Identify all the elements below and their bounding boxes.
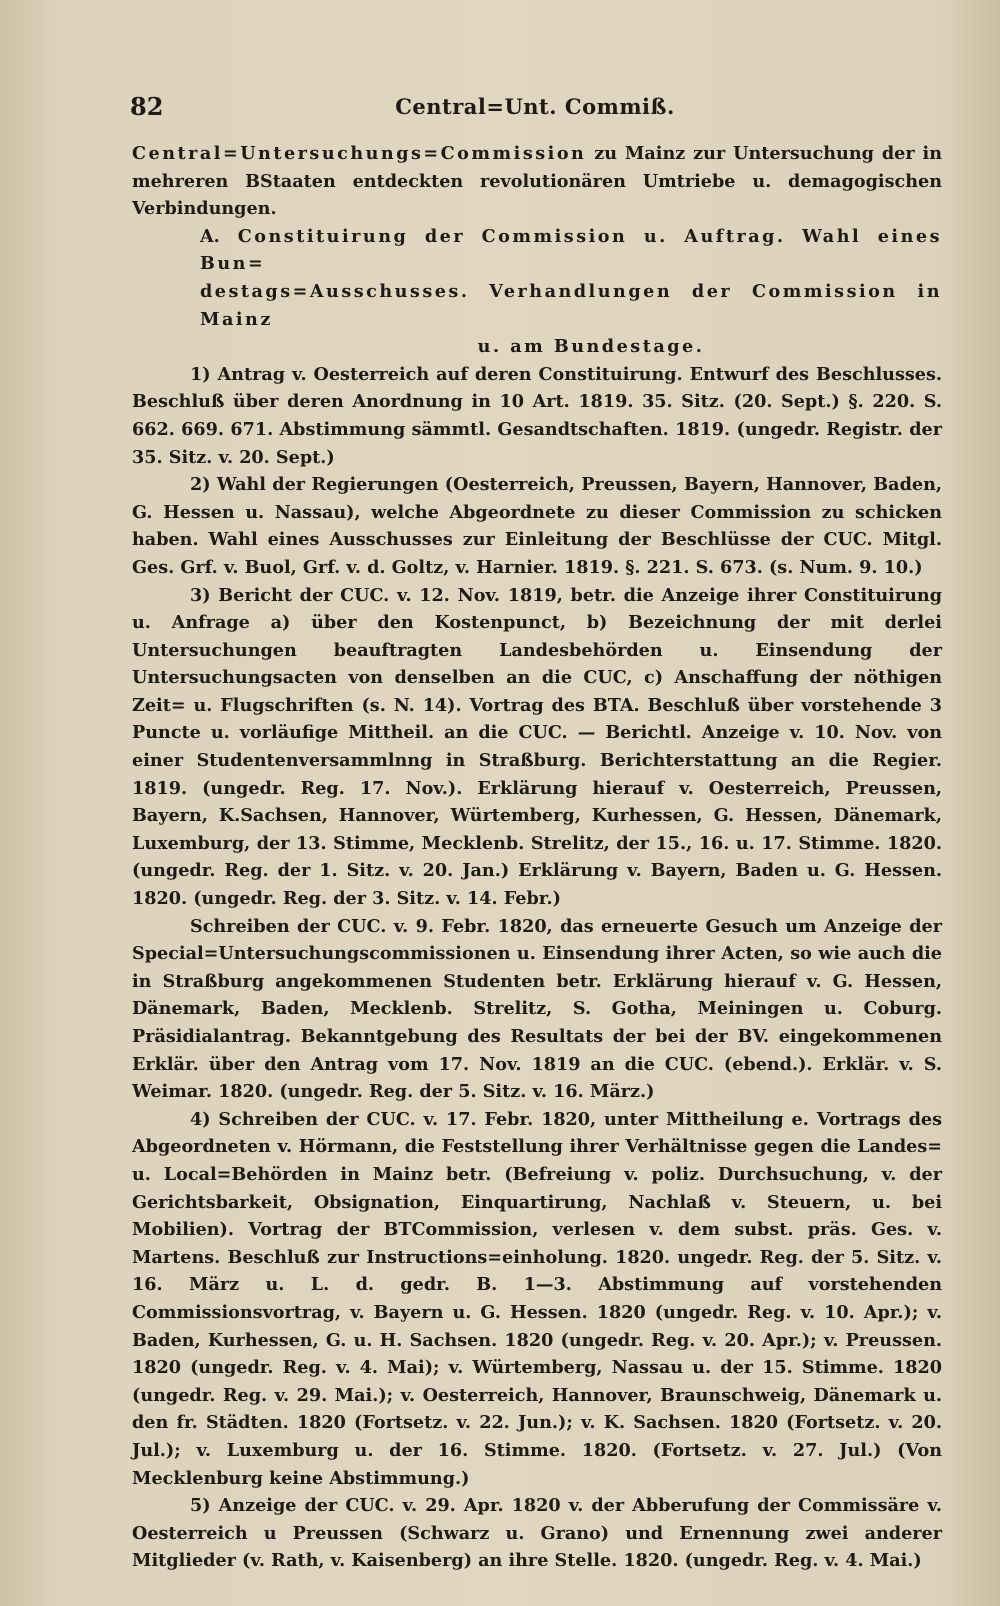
entry-title-rest: zu Mainz zur Untersuchung der in mehreren BStaaten entdeckten revolutionären Umtriebe u. demagogischen Verbindungen.: [132, 143, 942, 220]
section-letter: A.: [200, 225, 220, 247]
section-heading-line-2: destags=Ausschusses. Verhandlungen der Commission in Mainz: [200, 280, 942, 330]
page-body: [132, 140, 942, 1575]
page-number: 82: [130, 92, 164, 121]
running-head: Central=Unt. Commiß.: [395, 94, 675, 119]
paragraph-3: 3) Bericht der CUC. v. 12. Nov. 1819, betr. die Anzeige ihrer Constituirung u. Anfrage a) über den Kostenpunct, b) Bezeichnung der mit derlei Untersuchungen beauftragten Landesbehörden u. Einsendung der Untersuchungsacten von denselben an die CUC, c) Anschaffung der nöthigen Zeit= u. Flugschriften (s. N. 14). Vortrag des BTA. Beschluß über vorstehende 3 Puncte u. vorläufige Mittheil. an die CUC. — Berichtl. Anzeige v. 10. Nov. von einer Studentenversammlnng in Straßburg. Berichterstattung an die Regier. 1819. (ungedr. Reg. 17. Nov.). Erklärung hierauf v. Oesterreich, Preussen, Bayern, K.Sachsen, Hannover, Würtemberg, Kurhessen, G. Hessen, Dänemark, Luxemburg, der 13. Stimme, Mecklenb. Strelitz, der 15., 16. u. 17. Stimme. 1820. (ungedr. Reg. der 1. Sitz. v. 20. Jan.) Erklärung v. Bayern, Baden u. G. Hessen. 1820. (ungedr. Reg. der 3. Sitz. v. 14. Febr.): [132, 584, 942, 910]
section-heading-line-1: Constituirung der Commission u. Auftrag. Wahl eines Bun=: [200, 225, 942, 275]
section-a-heading: [132, 223, 942, 361]
paragraph-6: 5) Anzeige der CUC. v. 29. Apr. 1820 v. der Abberufung der Commissäre v. Oesterreich u Preussen (Schwarz u. Grano) und Ernennung zwei anderer Mitglieder (v. Rath, v. Kaisenberg) an ihre Stelle. 1820. (ungedr. Reg. v. 4. Mai.): [132, 1495, 942, 1572]
section-heading-line-3: u. am Bundestage.: [477, 336, 705, 358]
page-header: [130, 92, 940, 128]
paragraph-5: 4) Schreiben der CUC. v. 17. Febr. 1820, unter Mittheilung e. Vortrags des Abgeordneten v. Hörmann, die Feststellung ihrer Verhältnisse gegen die Landes= u. Local=Behörden in Mainz betr. (Befreiung v. poliz. Durchsuchung, v. der Gerichtsbarkeit, Obsignation, Einquartirung, Nachlaß v. Steuern, u. bei Mobilien). Vortrag der BTCommission, verlesen v. dem subst. präs. Ges. v. Martens. Beschluß zur Instructions=einholung. 1820. ungedr. Reg. der 5. Sitz. v. 16. März u. L. d. gedr. B. 1—3. Abstimmung auf vorstehenden Commissionsvortrag, v. Bayern u. G. Hessen. 1820 (ungedr. Reg. v. 10. Apr.); v. Baden, Kurhessen, G. u. H. Sachsen. 1820 (ungedr. Reg. v. 20. Apr.); v. Preussen. 1820 (ungedr. Reg. v. 4. Mai); v. Würtemberg, Nassau u. der 15. Stimme. 1820 (ungedr. Reg. v. 29. Mai.); v. Oesterreich, Hannover, Braunschweig, Dänemark u. den fr. Städten. 1820 (Fortsetz. v. 22. Jun.); v. K. Sachsen. 1820 (Fortsetz. v. 20. Jul.); v. Luxemburg u. der 16. Stimme. 1820. (Fortsetz. v. 27. Jul.) (Von Mecklenburg keine Abstimmung.): [132, 1108, 942, 1489]
entry-heading: [132, 140, 942, 223]
paragraph-2: 2) Wahl der Regierungen (Oesterreich, Preussen, Bayern, Hannover, Baden, G. Hessen u. Nassau), welche Abgeordnete zu dieser Commission zu schicken haben. Wahl eines Ausschusses zur Einleitung der Beschlüsse der CUC. Mitgl. Ges. Grf. v. Buol, Grf. v. d. Goltz, v. Harnier. 1819. §. 221. S. 673. (s. Num. 9. 10.): [132, 474, 942, 578]
paragraph-1: 1) Antrag v. Oesterreich auf deren Constituirung. Entwurf des Beschlusses. Beschluß über deren Anordnung in 10 Art. 1819. 35. Sitz. (20. Sept.) §. 220. S. 662. 669. 671. Abstimmung sämmtl. Gesandtschaften. 1819. (ungedr. Registr. der 35. Sitz. v. 20. Sept.): [132, 363, 942, 468]
paragraph-4: Schreiben der CUC. v. 9. Febr. 1820, das erneuerte Gesuch um Anzeige der Special=Untersuchungscommissionen u. Einsendung ihrer Acten, so wie auch die in Straßburg angekommenen Studenten betr. Erklärung hierauf v. G. Hessen, Dänemark, Baden, Mecklenb. Strelitz, S. Gotha, Meiningen u. Coburg. Präsidialantrag. Bekanntgebung des Resultats der bei der BV. eingekommenen Erklär. über den Antrag vom 17. Nov. 1819 an die CUC. (ebend.). Erklär. v. S. Weimar. 1820. (ungedr. Reg. der 5. Sitz. v. 16. März.): [132, 915, 942, 1103]
entry-title: Central=Untersuchungs=Commission: [132, 143, 587, 164]
